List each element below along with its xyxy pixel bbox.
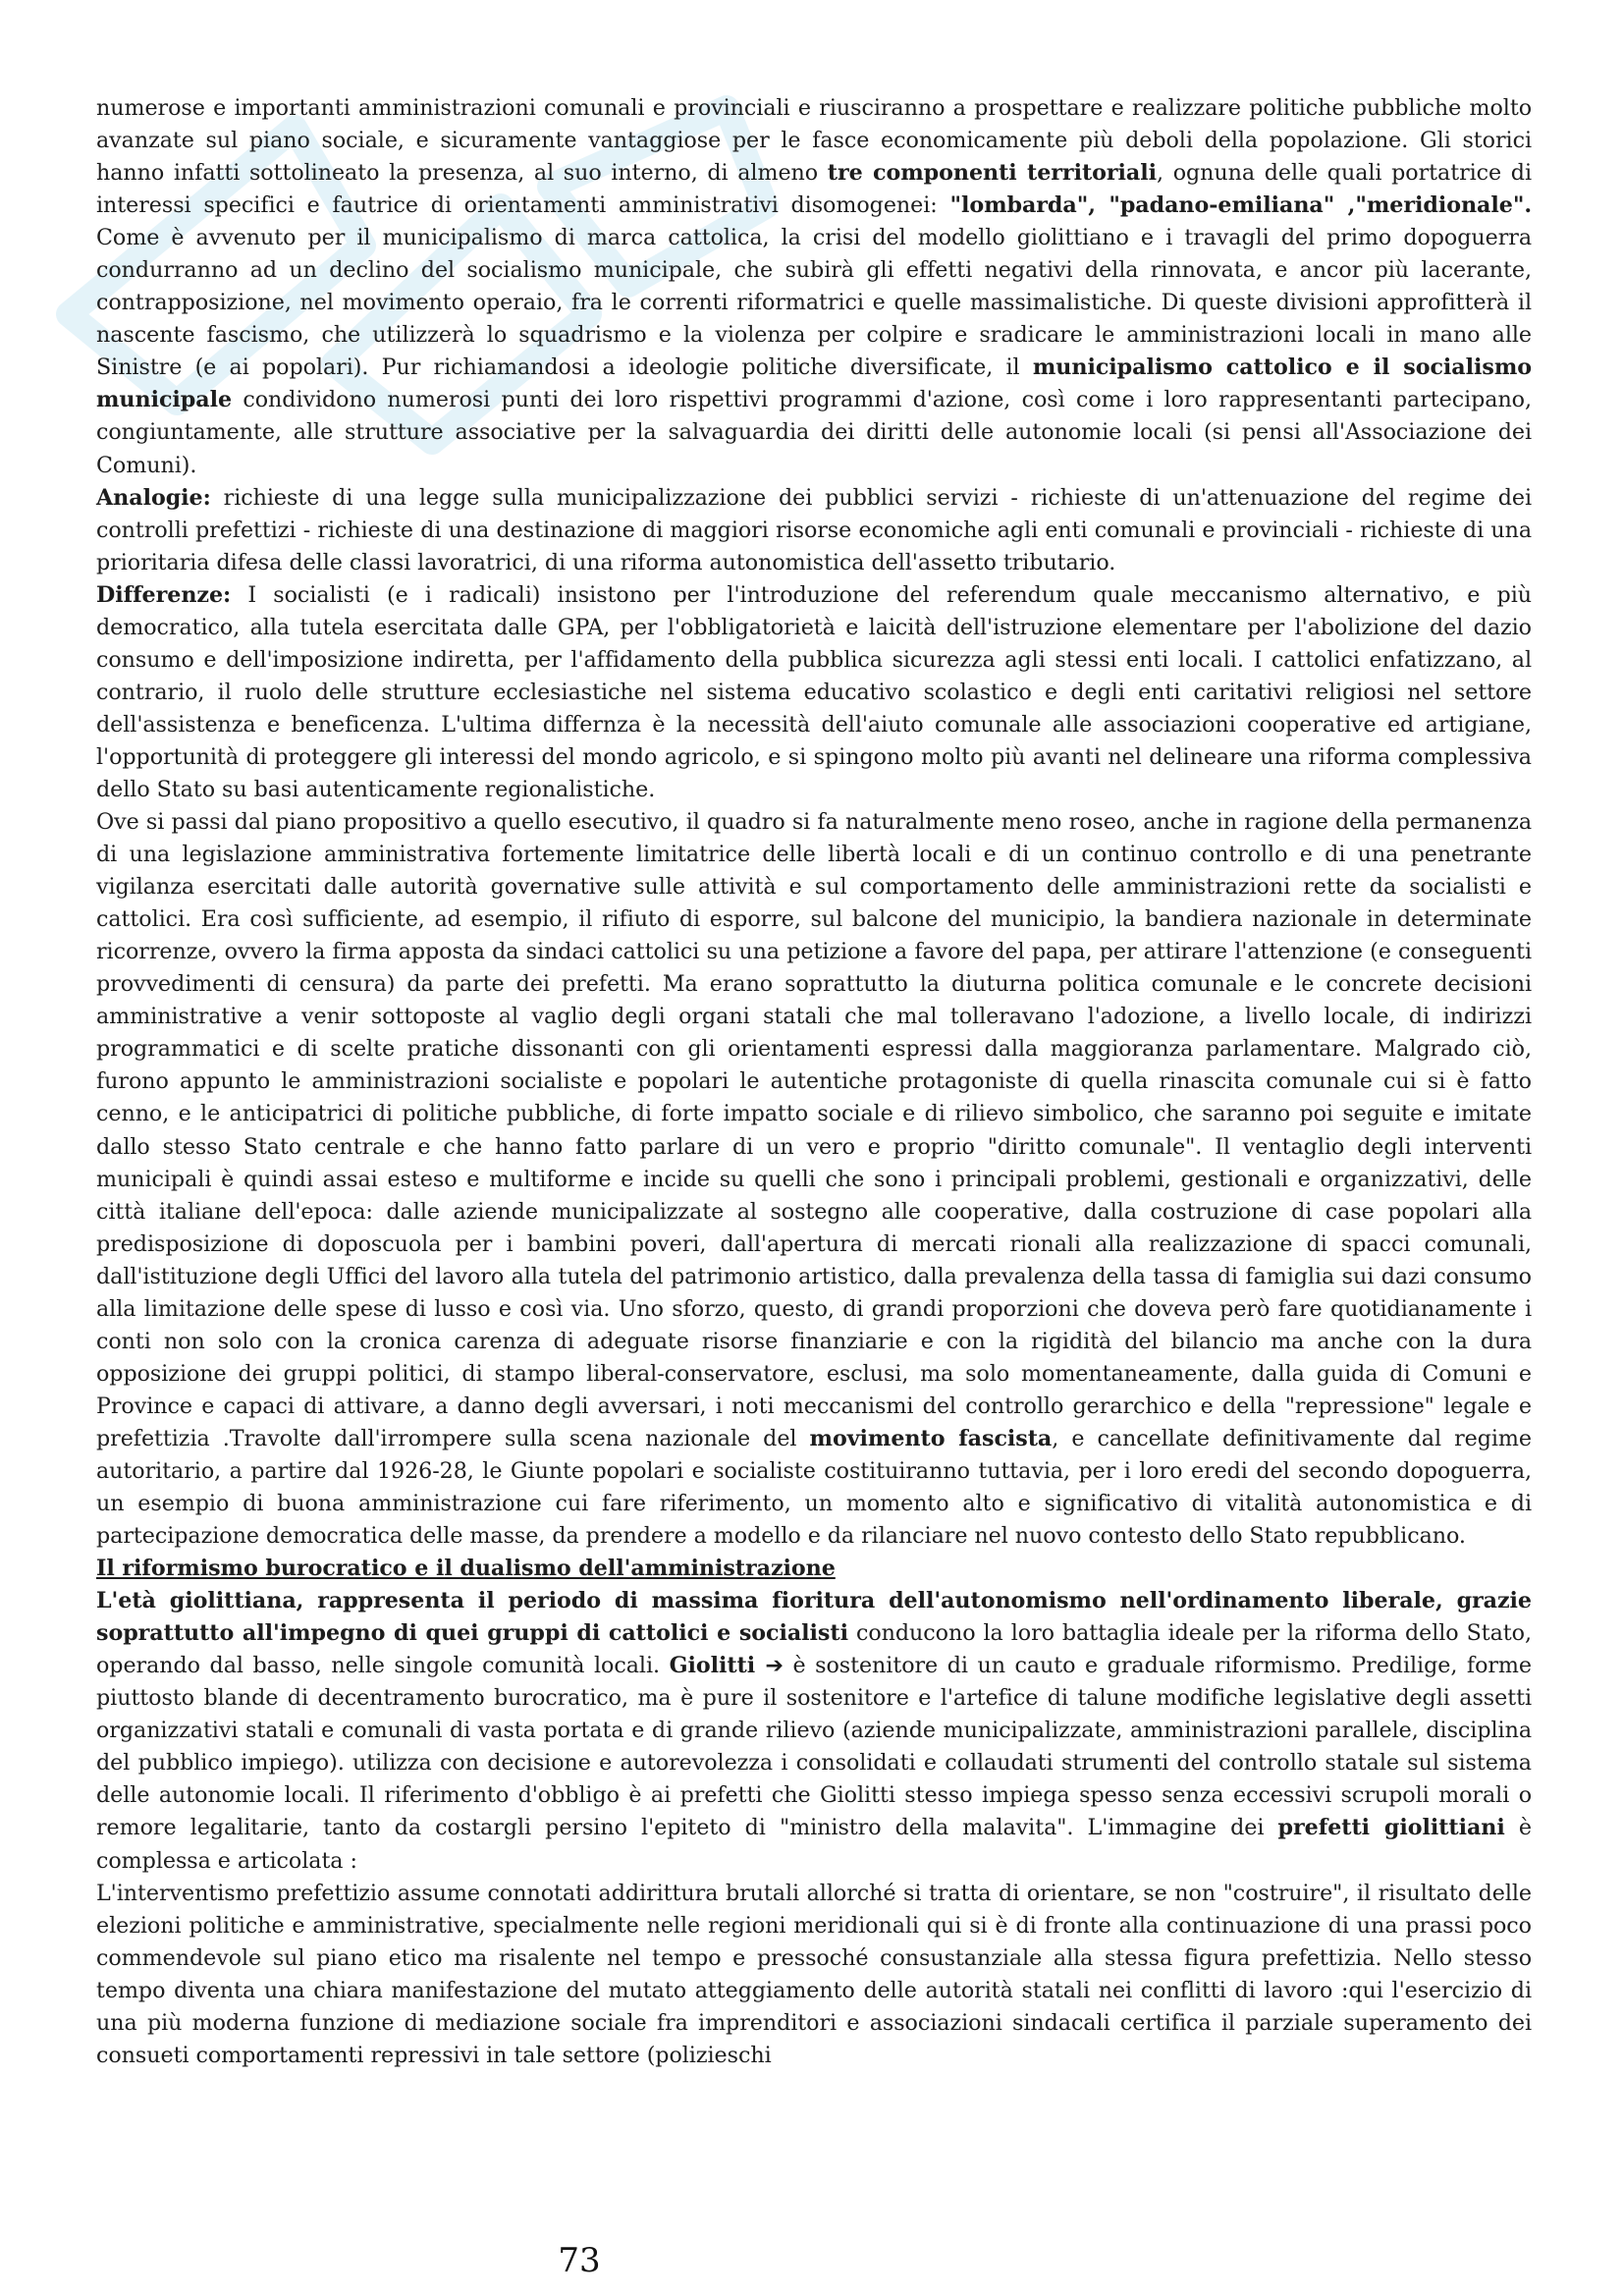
bold-text: Differenze:	[96, 581, 232, 608]
text-run: Come è avvenuto per il municipalismo di marca cattolica, la crisi del modello giolittiano e i travagli del primo dopoguerra condurranno ad un declino del socialismo municipale, che subirà gli effetti negativi della rinnovata, e ancor più lacerante, contrapposizione, nel movimento operaio, fra le correnti riformatrici e quelle massimalistiche. Di queste divisioni approfitterà il nascente fascismo, che utilizzerà lo squadrismo e la violenza per colpire e sradicare le amministrazioni locali in mano alle Sinistre (e ai popolari). Pur richiamandosi a ideologie politiche diversificate, il	[96, 225, 1532, 381]
text-run: I socialisti (e i radicali) insistono per l'introduzione del referendum quale meccanismo alternativo, e più democratico, alla tutela esercitata dalle GPA, per l'obbligatorietà e laicità dell'istruzione elementare per l'abolizione del dazio consumo e dell'imposizione indiretta, per l'affidamento della pubblica sicurezza agli stessi enti locali. I cattolici enfatizzano, al contrario, il ruolo delle strutture ecclesiastiche nel sistema educativo scolastico e degli enti caritativi religiosi nel settore dell'assistenza e beneficenza. L'ultima differnza è la necessità dell'aiuto comunale alle associazioni cooperative ed artigiane, l'opportunità di proteggere gli interessi del mondo agricolo, e si spingono molto più avanti nel delineare una riforma complessiva dello Stato su basi autenticamente regionalistiche.	[96, 581, 1532, 802]
bold-text: municipalismo cattolico e il socialismo municipale	[96, 355, 1532, 413]
page-number: 73	[558, 2241, 601, 2280]
paragraph	[96, 482, 1532, 579]
bold-text: prefetti giolittiani	[1277, 1815, 1505, 1841]
paragraph	[96, 1878, 1532, 2072]
bold-text: movimento fascista	[809, 1425, 1053, 1451]
bold-text: ➔	[765, 1653, 784, 1679]
paragraph-list	[96, 92, 1532, 1553]
text-run: è complessa e articolata :	[96, 1815, 1532, 1874]
text-run: , e cancellate definitivamente dal regime autoritario, a partire dal 1926-28, le Giunte popolari e socialiste costituiranno tuttavia, per i loro eredi del secondo dopoguerra, un esempio di buona amministrazione cui fare riferimento, un momento alto e significativo di vitalità autonomistica e di partecipazione democratica delle masse, da prendere a modello e da rilanciare nel nuovo contesto dello Stato repubblicano.	[96, 1425, 1533, 1550]
text-run: condividono numerosi punti dei loro rispettivi programmi d'azione, così come i loro rappresentanti partecipano, congiuntamente, alle strutture associative per la salvaguardia dei diritti delle autonomie locali (si pensi all'Associazione dei Comuni).	[96, 387, 1532, 478]
text-run: , ognuna delle quali portatrice di interessi specifici e fautrice di orientamenti amministrativi disomogenei:	[96, 160, 1532, 219]
paragraph	[96, 579, 1532, 806]
text-run: L'interventismo prefettizio assume connotati addirittura brutali allorché si tratta di orientare, se non "costruire", il risultato delle elezioni politiche e amministrative, specialmente nelle regioni meridionali qui si è di fronte alla continuazione di una prassi poco commendevole sul piano etico ma risalente nel tempo e pressoché consustanziale alla stessa figura prefettizia. Nello stesso tempo diventa una chiara manifestazione del mutato atteggiamento delle autorità statali nei conflitti di lavoro :qui l'esercizio di una più moderna funzione di mediazione sociale fra imprenditori e associazioni sindacali certifica il parziale superamento dei consueti comportamenti repressivi in tale settore (polizieschi	[96, 1880, 1532, 2068]
paragraph	[96, 92, 1532, 482]
text-run: richieste di una legge sulla municipalizzazione dei pubblici servizi - richieste di un'attenuazione del regime dei controlli prefettizi - richieste di una destinazione di maggiori risorse economiche agli enti comunali e provinciali - richieste di una prioritaria difesa delle classi lavoratrici, di una riforma autonomistica dell'assetto tributario.	[96, 484, 1532, 575]
section-paragraph-list	[96, 1585, 1532, 2072]
text-run: è sostenitore di un cauto e graduale riformismo. Predilige, forme piuttosto blande di decentramento burocratico, ma è pure il sostenitore e l'artefice di talune modifiche legislative degli assetti organizzativi statali e comunali di vasta portata e di grande rilievo (aziende municipalizzate, amministrazioni parallele, disciplina del pubblico impiego). utilizza con decisione e autorevolezza i consolidati e collaudati strumenti del controllo statale sul sistema delle autonomie locali. Il riferimento d'obbligo è ai prefetti che Giolitti stesso impiega spesso senza eccessivi scrupoli morali o remore legalitarie, tanto da costargli persino l'epiteto di "ministro della malavita". L'immagine dei	[96, 1653, 1532, 1841]
text-run: Ove si passi dal piano propositivo a quello esecutivo, il quadro si fa naturalmente meno roseo, anche in ragione della permanenza di una legislazione amministrativa fortemente limitatrice delle libertà locali e di un continuo controllo e di una penetrante vigilanza esercitati dalle autorità governative sulle attività e sul comportamento delle amministrazioni rette da socialisti e cattolici. Era così sufficiente, ad esempio, il rifiuto di esporre, sul balcone del municipio, la bandiera nazionale in determinate ricorrenze, ovvero la firma apposta da sindaci cattolici su una petizione a favore del papa, per attirare l'attenzione (e conseguenti provvedimenti di censura) da parte dei prefetti. Ma erano soprattutto la diuturna politica comunale e le concrete decisioni amministrative a venir sottoposte al vaglio degli organi statali che mal tolleravano l'adozione, a livello locale, di indirizzi programmatici e di scelte pratiche dissonanti con gli orientamenti espressi dalla maggioranza parlamentare. Malgrado ciò, furono appunto le amministrazioni socialiste e popolari le autentiche protagoniste di quella rinascita comunale cui si è fatto cenno, e le anticipatrici di politiche pubbliche, di forte impatto sociale e di rilievo simbolico, che saranno poi seguite e imitate dallo stesso Stato centrale e che hanno fatto parlare di un vero e proprio "diritto comunale". Il ventaglio degli interventi municipali è quindi assai esteso e multiforme e incide su quelli che sono i principali problemi, gestionali e organizzativi, delle città italiane dell'epoca: dalle aziende municipalizzate al sostegno alle cooperative, dalla costruzione di case popolari alla predisposizione di doposcuola per i bambini poveri, dall'apertura di mercati rionali alla realizzazione di spacci comunali, dall'istituzione degli Uffici del lavoro alla tutela del patrimonio artistico, dalla prevalenza della tassa di famiglia sui dazi consumo alla limitazione delle spese di lusso e così via. Uno sforzo, questo, di grandi proporzioni che doveva però fare quotidianamente i conti non solo con la cronica carenza di adeguate risorse finanziarie e con la rigidità del bilancio ma anche con la dura opposizione dei gruppi politici, di stampo liberal-conservatore, esclusi, ma solo momentaneamente, dalla guida di Comuni e Province e capaci di attivare, a danno degli avversari, i noti meccanismi del controllo gerarchico e della "repressione" legale e prefettizia .Travolte dall'irrompere sulla scena nazionale del	[96, 809, 1532, 1451]
bold-text: "lombarda", "padano-emiliana" ,"meridionale".	[949, 192, 1532, 219]
paragraph	[96, 1585, 1532, 1877]
paragraph	[96, 806, 1532, 1553]
bold-text: tre componenti territoriali	[827, 160, 1158, 187]
text-run: conducono la loro battaglia ideale per la riforma dello Stato, operando dal basso, nelle singole comunità locali.	[96, 1620, 1532, 1679]
text-run: numerose e importanti amministrazioni comunali e provinciali e riusciranno a prospettare e realizzare politiche pubbliche molto avanzate sul piano sociale, e sicuramente vantaggiose per le fasce economicamente più deboli della popolazione. Gli storici hanno infatti sottolineato la presenza, al suo interno, di almeno	[96, 95, 1532, 187]
section-heading: Il riformismo burocratico e il dualismo dell'amministrazione	[96, 1556, 836, 1582]
bold-text: Giolitti	[669, 1653, 766, 1679]
bold-text: Analogie:	[96, 484, 211, 511]
document-body	[96, 92, 1532, 2072]
bold-text: L'età giolittiana, rappresenta il periodo di massima fioritura dell'autonomismo nell'ordinamento liberale, grazie soprattutto all'impegno di quei gruppi di cattolici e socialisti	[96, 1588, 1532, 1647]
